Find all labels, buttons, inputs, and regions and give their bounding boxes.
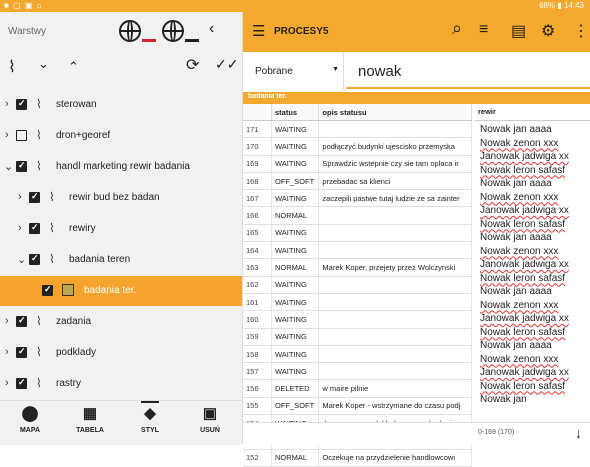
nav-table-button[interactable] [60,405,120,434]
layer-label: handl marketing rewir badania [56,161,190,172]
select-value: Pobrane [255,66,293,77]
table-footer [243,422,590,445]
cell-opis: zaczepili pastwe tutaj ludzie ze sa zainter [319,190,472,207]
cell-opis [319,328,472,345]
settings-icon[interactable]: ⚙ [541,23,556,40]
cell-status: WAITING [272,311,319,328]
dropdown-arrow-icon: ▼ [332,66,339,73]
rewir-line: Nowak jan aaaa [480,178,552,189]
layer-checkbox[interactable] [29,254,40,265]
layer-label: rastry [56,378,81,389]
rewir-line: Janowak jadwiga xx [480,151,569,162]
table-row[interactable] [243,138,472,155]
table-icon: ▦ [82,405,98,422]
cell-id: 165 [243,224,272,241]
cell-id: 158 [243,345,272,362]
status-filter-select[interactable] [243,52,344,90]
red-indicator [142,39,156,42]
expand-chevron-icon[interactable]: › [5,98,9,110]
search-box [346,55,590,89]
add-list-icon[interactable]: ≡ [479,21,489,38]
cell-id: 170 [243,138,272,155]
attachment-icon: ⌇ [36,128,42,142]
layer-row-badania-teren[interactable] [0,245,242,275]
cell-status: WAITING [272,155,319,172]
collapse-chevron-icon[interactable]: ⌄ [4,161,14,173]
attachment-icon: ⌇ [36,159,42,173]
rewir-line: Nowak leron safasf [480,380,566,392]
cell-id: 164 [243,242,272,259]
rewir-line: Nowak zenon xxx [480,191,559,203]
cell-status: NORMAL [272,259,319,276]
scroll-down-icon[interactable]: ↓ [575,425,582,441]
rewir-line: Nowak zenon xxx [480,353,559,365]
cell-opis: Sprawdzic wstepnie czy sie tam oplaca ir [319,155,472,172]
cell-status: WAITING [272,328,319,345]
cell-opis [319,242,472,259]
refresh-icon[interactable]: ⟳ [186,57,200,74]
layers-panel [0,12,243,444]
col-status[interactable]: status [272,104,319,121]
rewir-line: Nowak jan [480,394,527,405]
table-row[interactable] [243,363,472,380]
nav-label: STYL [141,427,159,434]
rewir-text-field[interactable] [480,123,590,407]
cell-id: 169 [243,155,272,172]
cell-opis [319,276,472,293]
cell-id: 166 [243,207,272,224]
chevron-up-icon[interactable]: ⌃ [68,59,79,74]
layers-header [0,12,242,52]
layer-label: rewir bud bez badan [69,192,160,203]
cell-id: 152 [243,449,272,466]
layer-label: zadania [56,316,92,327]
expand-chevron-icon[interactable]: › [18,191,22,203]
table-row[interactable] [243,207,472,224]
cell-opis [319,224,472,241]
rewir-line: Nowak jan aaaa [480,340,552,351]
table-row[interactable] [243,449,472,466]
expand-chevron-icon[interactable]: › [5,129,9,141]
cell-opis [319,293,472,310]
table-row[interactable] [243,345,472,362]
attachment-icon: ⌇ [49,221,55,235]
layer-row-rewir-bud[interactable] [0,183,242,213]
layer-checkbox[interactable] [16,378,27,389]
layer-row-rastry[interactable] [0,369,242,399]
breadcrumb [243,92,590,104]
search-input[interactable] [346,55,590,87]
collapse-chevron-icon[interactable]: ⌄ [17,254,27,266]
notification-icons: ■ ▢ ▣ ⌂ [4,1,43,10]
cell-id: 160 [243,311,272,328]
layer-checkbox[interactable] [29,223,40,234]
rewir-line: Janowak jadwiga xx [480,205,569,216]
cell-opis [319,363,472,380]
map-icon[interactable]: ▤ [511,23,527,40]
table-row[interactable] [243,224,472,241]
rewir-line: Janowak jadwiga xx [480,313,569,324]
cell-status: WAITING [272,224,319,241]
cell-id: 161 [243,293,272,310]
cell-status: WAITING [272,121,319,138]
layer-label: dron+georef [56,130,111,141]
rewir-line: Nowak jan aaaa [480,124,552,135]
layer-label: sterowan [56,99,97,110]
more-icon[interactable]: ⋮ [573,23,589,40]
cell-id: 168 [243,172,272,189]
cell-opis [319,121,472,138]
expand-chevron-icon[interactable]: › [5,346,9,358]
layer-checkbox[interactable] [16,99,27,110]
attach-icon[interactable]: ⌇ [8,59,16,76]
nav-label: USUŃ [200,427,220,434]
attachment-icon: ⌇ [49,252,55,266]
rewir-line: Janowak jadwiga xx [480,367,569,378]
cell-id: 162 [243,276,272,293]
cell-status: WAITING [272,293,319,310]
cell-opis [319,345,472,362]
rewir-column [475,104,590,424]
cell-opis: przebadac sa klienci [319,172,472,189]
layer-checkbox[interactable] [29,192,40,203]
layer-row-badania-ter-selected[interactable] [0,276,242,306]
check-all-icon[interactable]: ✓✓ [215,56,239,72]
rewir-line: Nowak leron safasf [480,326,566,338]
rewir-line: Nowak leron safasf [480,272,566,284]
cell-id: 157 [243,363,272,380]
delete-icon: ▣ [202,405,218,422]
cell-opis: Marek Koper - wstrzymane do czasu podj [319,397,472,414]
cell-opis: Marek Koper, przejety przez Wolczynski [319,259,472,276]
layer-checkbox[interactable] [16,347,27,358]
layer-checkbox[interactable] [42,285,53,296]
layer-label: rewiry [69,223,96,234]
layer-label: badania ter. [84,285,137,296]
cell-opis: w maire pilnie [319,380,472,397]
expand-chevron-icon[interactable]: › [5,315,9,327]
cell-status: NORMAL [272,449,319,466]
rewir-line: Nowak zenon xxx [480,299,559,311]
table-row[interactable] [243,311,472,328]
table-row[interactable] [243,190,472,207]
nav-delete-button[interactable] [180,405,240,434]
chevron-down-icon[interactable]: ⌄ [38,56,49,71]
nav-label: MAPA [19,427,41,434]
table-row[interactable] [243,155,472,172]
layer-row-rewiry[interactable] [0,214,242,244]
cell-status: WAITING [272,363,319,380]
layer-style-swatch[interactable] [62,284,74,296]
map-pin-icon: ⬤ [21,405,39,422]
black-indicator [185,39,199,42]
cell-status: OFF_SOFT [272,397,319,414]
rewir-line: Janowak jadwiga xx [480,259,569,270]
attachment-icon: ⌇ [36,376,42,390]
table-row[interactable] [243,293,472,310]
collapse-panel-icon[interactable]: ‹ [209,20,215,37]
globe-layer-icon[interactable] [119,20,141,42]
cell-opis: Oczekuje na przydzielenie handlowcowi [319,449,472,466]
table-row[interactable] [243,276,472,293]
cell-status: WAITING [272,138,319,155]
cell-id: 163 [243,259,272,276]
layer-row-sterowan[interactable] [0,90,242,120]
rewir-line: Nowak zenon xxx [480,137,559,149]
col-id[interactable] [243,104,272,121]
table-row[interactable] [243,242,472,259]
attachment-icon: ⌇ [36,314,42,328]
globe-icon[interactable] [162,20,184,42]
table-row[interactable] [243,121,472,138]
cell-opis [319,311,472,328]
filter-row [243,52,590,92]
nav-style-button[interactable] [120,405,180,434]
cell-status: WAITING [272,242,319,259]
cell-status: DELETED [272,380,319,397]
cell-status: WAITING [272,276,319,293]
cell-id: 159 [243,328,272,345]
layer-row-dron-georef[interactable] [0,121,242,151]
layer-label: badania teren [69,254,131,265]
battery-clock: 68% ▮ 14:43 [539,1,584,10]
rewir-line: Nowak jan aaaa [480,286,552,297]
rewir-line: Nowak jan aaaa [480,232,552,243]
rewir-line: Nowak zenon xxx [480,245,559,257]
col-opis[interactable]: opis statusu [319,104,472,121]
layer-row-zadania[interactable] [0,307,242,337]
cell-status: WAITING [272,190,319,207]
cell-opis: podłączyć budynki ujescisko przemyska [319,138,472,155]
expand-chevron-icon[interactable]: › [5,377,9,389]
cell-id: 156 [243,380,272,397]
paint-bucket-icon: ◆ [144,405,156,422]
layer-checkbox[interactable] [16,130,27,141]
cell-id: 171 [243,121,272,138]
table-row[interactable] [243,328,472,345]
row-count: 0-169 (170) [478,429,515,436]
table-row[interactable] [243,259,472,276]
layer-label: podklady [56,347,97,358]
cell-id: 167 [243,190,272,207]
menu-icon[interactable]: ☰ [252,23,266,40]
cell-status: NORMAL [272,207,319,224]
app-bar [243,12,590,52]
cell-status: OFF_SOFT [272,172,319,189]
table-row[interactable] [243,380,472,397]
main-panel [243,12,590,463]
bottom-nav [0,400,242,445]
layer-row-podklady[interactable] [0,338,242,368]
attachment-icon: ⌇ [49,190,55,204]
cell-opis [319,207,472,224]
rewir-line: Nowak leron safasf [480,164,566,176]
col-rewir[interactable]: rewir [475,104,590,121]
cell-id: 155 [243,397,272,414]
expand-chevron-icon[interactable]: › [18,222,22,234]
search-icon[interactable]: ⌕ [452,18,463,38]
breadcrumb-label: badania ter. [248,93,287,100]
layer-row-handl-marketing[interactable] [0,152,242,182]
status-bar [0,0,590,12]
nav-map-button[interactable] [0,405,60,434]
nav-label: TABELA [76,427,104,434]
attachment-icon: ⌇ [36,345,42,359]
attachment-icon: ⌇ [36,97,42,111]
app-title: PROCESY5 [274,26,329,37]
rewir-line: Nowak leron safasf [480,218,566,230]
layers-title: Warstwy [8,26,46,37]
table-row[interactable] [243,172,472,189]
layer-checkbox[interactable] [16,161,27,172]
layer-checkbox[interactable] [16,316,27,327]
table-row[interactable] [243,397,472,414]
cell-status: WAITING [272,345,319,362]
